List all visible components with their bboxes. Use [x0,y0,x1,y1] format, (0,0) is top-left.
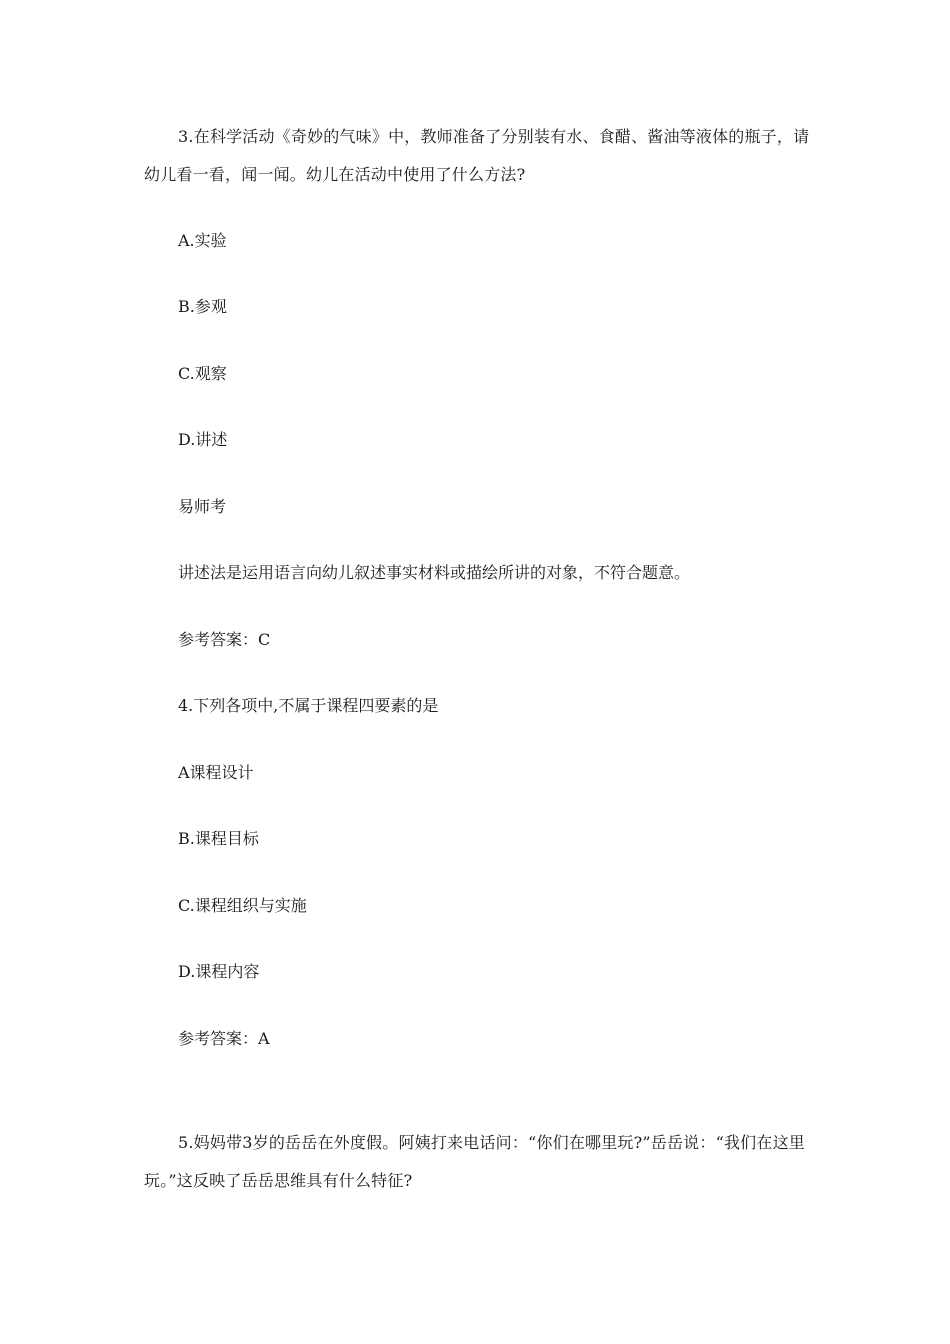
question-3-explanation: 讲述法是运用语言向幼儿叙述事实材料或描绘所讲的对象，不符合题意。 [178,563,691,582]
question-3-option-c: C.观察 [178,364,227,383]
question-4-answer: 参考答案：A [178,1029,270,1048]
question-3-answer: 参考答案：C [178,630,271,649]
question-4-option-a: A课程设计 [178,763,254,782]
question-4-option-c: C.课程组织与实施 [178,896,307,915]
question-4-stem: 4.下列各项中,不属于课程四要素的是 [178,696,439,715]
question-4-option-b: B.课程目标 [178,829,259,848]
question-5-stem: 5.妈妈带3岁的岳岳在外度假。阿姨打来电话问：“你们在哪里玩?”岳岳说：“我们在这里玩。”这反映了岳岳思维具有什么特征? [144,1133,805,1190]
question-3-option-d: D.讲述 [178,430,228,449]
question-3-option-b: B.参观 [178,297,227,316]
question-3-source: 易师考 [178,497,227,516]
question-3-stem: 3.在科学活动《奇妙的气味》中，教师准备了分别装有水、食醋、酱油等液体的瓶子，请幼儿看一看，闻一闻。幼儿在活动中使用了什么方法? [144,127,810,184]
question-3-option-a: A.实验 [178,231,227,250]
question-4-option-d: D.课程内容 [178,962,260,981]
